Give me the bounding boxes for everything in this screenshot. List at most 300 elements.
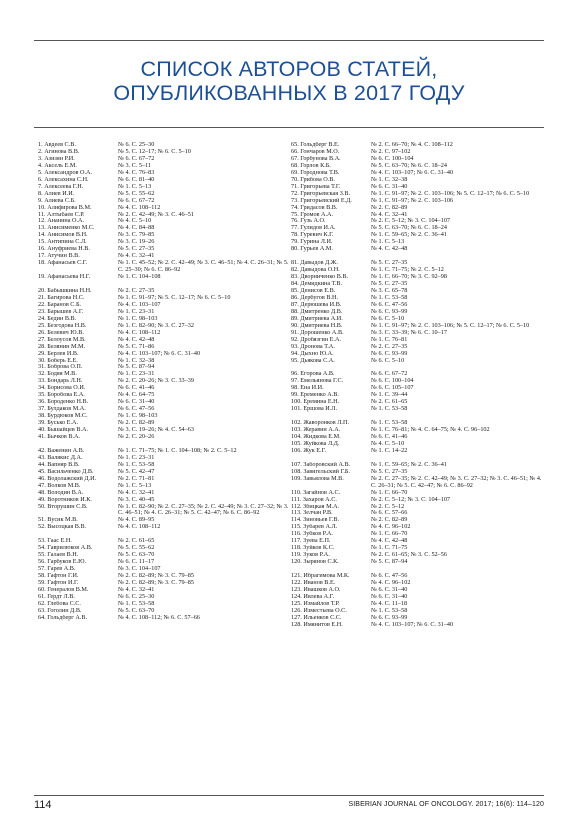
author-references: № 4. С. 89–95 xyxy=(118,516,155,524)
author-name: 40. Бышайцев В.А. xyxy=(38,427,89,434)
author-name: 49. Воротников И.К. xyxy=(38,496,92,503)
author-references: № 6. С. 41–46 xyxy=(371,432,408,440)
author-references: № 4. С. 108–112 xyxy=(118,328,161,336)
author-name: 119. Зуков Р.А. xyxy=(291,552,330,559)
author-entry xyxy=(38,469,293,476)
author-name: 32. Бодяя М.В. xyxy=(38,371,77,378)
author-entry xyxy=(291,622,546,629)
author-name: 58. Гафтон Г.И. xyxy=(38,573,79,580)
author-entry xyxy=(291,170,546,177)
author-name: 117. Зуева Е.П. xyxy=(291,538,331,545)
author-references: № 2. С. 5–12 xyxy=(371,502,405,510)
author-entry xyxy=(291,538,546,545)
group-spacer xyxy=(291,364,546,371)
author-name: 122. Иванов В.Е. xyxy=(291,579,336,586)
author-name: 82. Давыдова О.Н. xyxy=(291,267,340,274)
author-references: № 6. С. 47–56 xyxy=(371,572,408,580)
author-references: № 4. С. 108–112 xyxy=(118,203,161,211)
author-references: № 4. С. 5–10 xyxy=(118,217,152,225)
author-entry xyxy=(291,344,546,351)
author-references: № 2. С. 97–102 xyxy=(371,147,411,155)
author-name: 12. Ананина О.А. xyxy=(38,218,85,225)
author-name: 88. Дмитренко Д.В. xyxy=(291,308,343,315)
author-references: № 6. С. 5–10 xyxy=(371,314,405,322)
author-entry xyxy=(291,497,546,504)
author-entry xyxy=(38,302,293,309)
author-name: 45. Васильченко Д.В. xyxy=(38,468,94,475)
author-entry xyxy=(38,358,293,365)
author-name: 77. Гулидов И.А. xyxy=(291,225,336,232)
author-name: 2. Агинова В.В. xyxy=(38,148,80,155)
author-name: 1. Авдеев С.В. xyxy=(38,142,76,148)
author-name: 59. Гафтон И.Г. xyxy=(38,580,79,586)
author-name: 78. Гуревич К.Г. xyxy=(291,232,334,239)
author-name: 98. Ена И.И. xyxy=(291,385,324,392)
author-name: 65. Гольдберг В.Е. xyxy=(291,142,340,148)
author-entry xyxy=(38,364,293,371)
author-references: № 5. С. 27–35 xyxy=(118,245,155,253)
author-entry xyxy=(291,378,546,385)
page-number: 114 xyxy=(34,799,52,811)
author-references: № 1. С. 66–70 xyxy=(371,488,408,496)
author-references: № 5. С. 55–62 xyxy=(118,189,155,197)
author-name: 116. Зубков Р.А. xyxy=(291,531,333,538)
author-entry xyxy=(291,462,546,469)
group-spacer xyxy=(291,566,546,573)
author-name: 52. Высоцкая В.В. xyxy=(38,524,87,531)
author-entry xyxy=(38,399,293,406)
author-references: № 2. С. 61–65 xyxy=(118,537,155,545)
author-entry xyxy=(38,524,293,531)
author-entry xyxy=(291,371,546,378)
author-references: № 6. С. 25–30 xyxy=(118,141,155,148)
author-name: 128. Имянитов Е.Н. xyxy=(291,621,343,628)
author-entry xyxy=(38,212,293,219)
author-references: № 2. С. 82–89 xyxy=(371,203,408,211)
author-entry xyxy=(291,205,546,212)
author-name: 89. Дмитриева А.И. xyxy=(291,315,343,322)
author-references: № 5. С. 42–47 xyxy=(118,467,155,475)
footer-rule xyxy=(34,795,544,796)
author-references: № 2. С. 82–89 xyxy=(118,419,155,427)
author-references: № 4. С. 96–102 xyxy=(371,578,411,586)
author-references: № 1. С. 91–97; № 2. С. 103–106 xyxy=(371,196,454,204)
author-references: № 4. С. 108–112; № 6. С. 57–66 xyxy=(118,613,200,621)
author-references: № 1. С. 53–58 xyxy=(371,405,408,413)
author-entry xyxy=(38,448,293,455)
author-references: № 4. С. 76–83 xyxy=(118,168,155,176)
author-entry xyxy=(291,531,546,538)
author-entry xyxy=(291,427,546,434)
author-references: № 1. С. 59–65; № 2. С. 36–41 xyxy=(371,460,447,468)
author-references: № 3. С. 5–11 xyxy=(118,161,152,169)
author-entry xyxy=(38,615,293,622)
author-name: 84. Демидкина Т.В. xyxy=(291,281,343,288)
author-name: 115. Зубарев А.Л. xyxy=(291,524,338,531)
author-entry xyxy=(38,239,293,246)
author-name: 31. Боброва О.П. xyxy=(38,364,83,371)
author-name: 6. Алексахина С.Н. xyxy=(38,176,89,183)
author-name: 80. Гурьев А.М. xyxy=(291,246,333,253)
author-references: № 4. С. 5–10 xyxy=(371,439,405,447)
author-references: № 4. С. 11–18 xyxy=(371,599,408,607)
author-entry xyxy=(291,441,546,448)
author-entry xyxy=(38,198,293,205)
author-name: 46. Водолажский Д.И. xyxy=(38,475,97,482)
author-references: № 1. С. 53–58 xyxy=(371,419,408,427)
author-entry xyxy=(291,239,546,246)
author-name: 73. Григорьевский Е.Д. xyxy=(291,197,352,204)
author-name: 3. Азизян Р.И. xyxy=(38,155,75,162)
author-references: № 4. С. 42–48 xyxy=(118,335,155,343)
author-references: № 2. С. 61–65 xyxy=(371,398,408,406)
author-entry xyxy=(291,517,546,524)
author-entry xyxy=(38,378,293,385)
author-references: № 2. С. 61–65; № 3. С. 52–56 xyxy=(371,551,447,559)
author-name: 17. Атучин В.В. xyxy=(38,253,80,260)
author-name: 123. Ивашков А.О. xyxy=(291,586,341,593)
author-name: 19. Афанасьева Н.Г. xyxy=(38,274,91,281)
author-references: № 6. С. 67–72 xyxy=(118,196,155,204)
author-references: № 2. С. 42–49; № 3. С. 46–51 xyxy=(118,210,194,218)
author-name: 20. Бабышкина Н.Н. xyxy=(38,288,92,294)
author-name: 16. Ануфриева Н.В. xyxy=(38,246,90,253)
author-entry xyxy=(291,358,546,365)
author-name: 4. Аксель Е.М. xyxy=(38,162,77,169)
author-name: 92. Дробязгин Е.А. xyxy=(291,336,342,343)
title-underline xyxy=(34,127,544,128)
author-name: 126. Изместьева О.С. xyxy=(291,607,347,614)
author-entry xyxy=(38,594,293,601)
author-name: 114. Зиновьев Г.В. xyxy=(291,517,340,524)
author-references: № 6. С. 25–30 xyxy=(118,592,155,600)
author-name: 74. Гридасов В.В. xyxy=(291,204,338,211)
group-spacer xyxy=(38,531,293,538)
author-name: 28. Белянин М.М. xyxy=(38,343,86,350)
author-entry xyxy=(38,559,293,566)
author-entry xyxy=(38,483,293,490)
author-references: № 6. С. 93–99 xyxy=(371,307,408,315)
author-entry xyxy=(38,476,293,483)
author-references: № 4. С. 64–75 xyxy=(118,391,155,399)
author-name: 68. Горлов К.Б. xyxy=(291,162,331,169)
author-name: 64. Гольдберг А.В. xyxy=(38,614,88,621)
author-entry xyxy=(38,580,293,587)
author-references: № 4. С. 103–107 xyxy=(118,300,161,308)
author-name: 25. Безгодова Н.В. xyxy=(38,322,87,329)
author-entry xyxy=(291,510,546,517)
author-name: 91. Дорошенко А.В. xyxy=(291,329,344,336)
author-entry xyxy=(291,274,546,281)
author-references: № 4. С. 42–48 xyxy=(371,245,408,253)
author-references: № 2. С. 5–12; № 3. С. 104–107 xyxy=(371,217,451,225)
author-name: 72. Григорьевская З.В. xyxy=(291,190,351,197)
author-references: № 2. С. 82–89 xyxy=(371,516,408,524)
author-name: 30. Боберь Е.Е. xyxy=(38,357,78,364)
author-name: 83. Дворниченко В.В. xyxy=(291,274,349,281)
author-references: № 6. С. 93–99 xyxy=(371,349,408,357)
author-name: 103. Жеравин А.А. xyxy=(291,427,341,434)
author-entry xyxy=(38,427,293,434)
author-name: 94. Дыхно Ю.А. xyxy=(291,350,334,357)
author-entry xyxy=(38,385,293,392)
author-entry xyxy=(291,504,546,511)
author-references: № 6. С. 31–40 xyxy=(371,592,408,600)
author-name: 121. Ибрагимова М.К. xyxy=(291,573,350,580)
author-entry xyxy=(291,288,546,295)
author-entry xyxy=(38,274,293,281)
author-name: 26. Белевич Ю.В. xyxy=(38,329,84,336)
author-name: 44. Вапняр В.В. xyxy=(38,461,80,468)
author-entry xyxy=(38,455,293,462)
author-references: № 6. С. 100–104 xyxy=(371,154,414,162)
author-references: № 6. С. 81–40 xyxy=(118,175,155,183)
author-references: № 1. С. 82–90; № 3. С. 27–32 xyxy=(118,321,194,329)
author-references: № 1. С. 71–75; № 2. С. 5–12 xyxy=(371,266,444,274)
author-references: № 1. С. 71–75; № 1. С. 104–108; № 2. С. 5–12 xyxy=(118,446,237,454)
author-references: № 6. С. 11–17 xyxy=(118,558,155,566)
author-name: 75. Громов А.А. xyxy=(291,211,334,218)
author-entry xyxy=(38,246,293,253)
author-references: № 4. С. 42–48 xyxy=(371,537,408,545)
author-references: № 4. С. 32–41 xyxy=(118,585,155,593)
author-references: № 1. С. 66–70; № 3. С. 92–98 xyxy=(371,273,447,281)
author-references: № 4. С. 84–88 xyxy=(118,224,155,232)
author-entry xyxy=(291,601,546,608)
author-references: № 1. С. 98–103 xyxy=(118,314,158,322)
author-references: № 2. С. 27–35; № 2. С. 42–49; № 3. С. 27–32; № 3. С. 46–51; № 4. С. 26–31; № 5. С. 42–47; № 6. С. 86–92 xyxy=(371,474,542,489)
author-name: 81. Давыдов Д.Ж. xyxy=(291,260,338,267)
author-references: № 1. С. 76–81; № 4. С. 64–75; № 4. С. 96–102 xyxy=(371,426,490,434)
author-references: № 5. С. 55–62 xyxy=(118,544,155,552)
author-entry xyxy=(38,545,293,552)
author-entry xyxy=(291,580,546,587)
author-references: № 4. С. 32–41 xyxy=(371,210,408,218)
author-references: № 1. С. 59–65; № 2. С. 36–41 xyxy=(371,231,447,239)
author-references: № 1. С. 5–13 xyxy=(371,238,405,246)
author-name: 63. Гоголин Д.В. xyxy=(38,607,82,614)
author-references: № 1. С. 5–13 xyxy=(118,481,152,489)
author-entry xyxy=(291,177,546,184)
author-entry xyxy=(38,330,293,337)
author-name: 93. Дронова Т.А. xyxy=(291,343,335,350)
author-entry xyxy=(38,163,293,170)
author-references: № 1. С. 53–58 xyxy=(371,293,408,301)
author-references: № 2. С. 82–89; № 3. С. 79–85 xyxy=(118,572,194,580)
author-references: № 1. С. 23–31 xyxy=(118,370,155,378)
author-entry xyxy=(38,184,293,191)
author-name: 37. Булдаков М.А. xyxy=(38,406,86,413)
author-name: 106. Жук Е.Г. xyxy=(291,447,327,454)
author-name: 56. Гарбуков Е.Ю. xyxy=(38,559,87,566)
author-references: № 5. С. 63–70 xyxy=(118,606,155,614)
author-entry xyxy=(291,587,546,594)
author-name: 38. Бурдюков М.С. xyxy=(38,413,88,420)
author-name: 41. Бычков В.А. xyxy=(38,434,81,441)
author-references: № 1. С. 32–38 xyxy=(371,175,408,183)
author-entry xyxy=(291,309,546,316)
author-references: № 4. С. 32–41 xyxy=(118,488,155,496)
author-references: № 1. С. 91–97; № 5. С. 12–17; № 6. С. 5–10 xyxy=(118,293,231,301)
author-name: 70. Грибова О.В. xyxy=(291,176,335,183)
author-references: № 6. С. 67–72 xyxy=(118,154,155,162)
author-name: 9. Алиева С.Б. xyxy=(38,197,76,204)
author-name: 22. Баранов С.Б. xyxy=(38,301,82,308)
author-name: 79. Гурина Л.И. xyxy=(291,239,333,246)
author-references: № 3. С. 19–26 xyxy=(118,238,155,246)
author-name: 109. Завьялова М.В. xyxy=(291,475,344,482)
author-entry xyxy=(291,608,546,615)
author-entry xyxy=(291,337,546,344)
author-references: № 5. С. 27–35 xyxy=(371,280,408,288)
author-name: 61. Гердт Л.В. xyxy=(38,593,75,600)
author-entry xyxy=(38,225,293,232)
author-name: 71. Григорьева Т.Г. xyxy=(291,183,341,190)
author-name: 47. Волков М.В. xyxy=(38,482,81,489)
author-entry xyxy=(291,302,546,309)
author-entry xyxy=(291,385,546,392)
author-name: 36. Бороденко Н.В. xyxy=(38,399,89,406)
author-entry xyxy=(291,573,546,580)
author-name: 42. Важенин А.В. xyxy=(38,447,85,454)
author-name: 23. Барышев А.Г. xyxy=(38,308,84,315)
author-name: 29. Берлев И.В. xyxy=(38,350,79,357)
author-entry xyxy=(38,337,293,344)
author-name: 7. Алексеева Г.Н. xyxy=(38,183,84,190)
author-list-right-column xyxy=(291,142,546,629)
author-name: 120. Зырянов С.К. xyxy=(291,559,339,566)
author-name: 43. Валякис Д.А. xyxy=(38,454,83,461)
author-references: № 5. С. 27–35 xyxy=(371,259,408,267)
author-references: № 5. С. 71–86 xyxy=(118,342,155,350)
author-name: 53. Гаас Е.Н. xyxy=(38,538,72,545)
author-name: 113. Зелчан Р.В. xyxy=(291,510,333,517)
author-references: № 6. С. 105–107 xyxy=(371,384,414,392)
author-entry xyxy=(291,392,546,399)
author-name: 90. Дмитриева Н.В. xyxy=(291,322,343,329)
author-references: № 2. С. 27–35 xyxy=(118,287,155,294)
author-references: № 4. С. 103–107; № 6. С. 31–40 xyxy=(118,349,201,357)
author-entry xyxy=(291,330,546,337)
page-title xyxy=(34,57,544,105)
author-entry xyxy=(38,191,293,198)
author-references: № 6. С. 47–56 xyxy=(118,405,155,413)
author-name: 127. Ильенков С.С. xyxy=(291,614,342,621)
author-references: № 4. С. 96–102 xyxy=(371,523,411,531)
author-entry xyxy=(38,156,293,163)
author-entry xyxy=(38,552,293,559)
author-name: 62. Глебова С.С. xyxy=(38,600,81,607)
author-entry xyxy=(38,170,293,177)
author-references: № 1. С. 14–22 xyxy=(371,446,408,454)
author-references: № 2. С. 66–70; № 4. С. 108–112 xyxy=(371,141,453,148)
author-name: 95. Дьякова С.А. xyxy=(291,357,335,364)
author-references: № 1. С. 45–52; № 2. С. 42–49; № 3. С. 46–51; № 4. С. 26–31; № 5. С. 25–30; № 6. С. 86–92 xyxy=(118,259,289,274)
author-references: № 5. С. 27–35 xyxy=(371,467,408,475)
author-references: № 5. С. 12–17; № 6. С. 5–10 xyxy=(118,147,191,155)
author-references: № 1. С. 53–58 xyxy=(118,599,155,607)
author-entry xyxy=(291,351,546,358)
author-name: 69. Городнова Т.В. xyxy=(291,169,340,176)
author-name: 21. Багирова Н.С. xyxy=(38,294,85,301)
author-references: № 1. С. 104–108 xyxy=(118,273,161,281)
header-rule xyxy=(34,40,544,41)
author-references: № 6. С. 5–10 xyxy=(371,356,405,364)
author-references: № 1. С. 91–97; № 2. С. 103–106; № 5. С. 12–17; № 6. С. 5–10 xyxy=(371,189,530,197)
author-name: 86. Дербугов В.Н. xyxy=(291,294,339,301)
author-name: 50. Вторушин С.В. xyxy=(38,503,88,510)
author-references: № 1. С. 53–58 xyxy=(371,606,408,614)
author-name: 101. Ершова И.Л. xyxy=(291,406,337,413)
author-references: № 6. С. 93–99 xyxy=(371,613,408,621)
author-references: № 4. С. 103–107; № 6. С. 31–40 xyxy=(371,620,454,628)
author-references: № 6. С. 47–56 xyxy=(371,300,408,308)
author-references: № 3. С. 65–78 xyxy=(371,287,408,294)
author-entry xyxy=(38,538,293,545)
author-references: № 6. С. 57–66 xyxy=(371,509,408,517)
author-name: 35. Боробова Е.А. xyxy=(38,392,85,399)
author-entry xyxy=(291,198,546,205)
author-entry xyxy=(291,448,546,455)
author-entry xyxy=(38,413,293,420)
author-name: 102. Жаворонков Л.П. xyxy=(291,420,349,427)
author-name: 96. Егорова А.В. xyxy=(291,371,335,378)
author-references: № 1. С. 98–103 xyxy=(118,412,158,420)
author-references: № 1. С. 5–13 xyxy=(118,182,152,190)
group-spacer xyxy=(291,413,546,420)
author-entry xyxy=(38,392,293,399)
author-entry xyxy=(291,149,546,156)
author-references: № 1. С. 53–58 xyxy=(118,460,155,468)
author-references: № 5. С. 63–70 xyxy=(118,551,155,559)
title-line-2: ОПУБЛИКОВАННЫХ В 2017 ГОДУ xyxy=(113,81,465,105)
author-name: 48. Володин В.А. xyxy=(38,489,84,496)
author-references: № 2. С. 20–26 xyxy=(118,433,155,441)
author-entry xyxy=(38,309,293,316)
author-entry xyxy=(291,232,546,239)
author-entry xyxy=(291,594,546,601)
author-references: № 1. С. 39–44 xyxy=(371,391,408,399)
author-name: 112. Збицкая М.А. xyxy=(291,503,340,510)
author-entry xyxy=(38,232,293,239)
author-entry xyxy=(38,260,293,274)
author-name: 67. Горбунова В.А. xyxy=(291,155,341,162)
author-references: № 5. С. 63–70; № 6. С. 18–24 xyxy=(371,161,447,169)
author-name: 51. Вусик М.В. xyxy=(38,517,78,524)
author-entry xyxy=(38,601,293,608)
author-name: 27. Белоусов М.В. xyxy=(38,336,86,343)
author-references: № 1. С. 76–81 xyxy=(371,335,408,343)
author-name: 10. Алифирова В.М. xyxy=(38,204,92,211)
author-name: 13. Анисименко М.С. xyxy=(38,225,95,232)
author-name: 5. Александров О.А. xyxy=(38,169,93,176)
author-entry xyxy=(38,149,293,156)
author-entry xyxy=(291,406,546,413)
author-name: 100. Еремина Е.Н. xyxy=(291,399,340,406)
author-references: № 1. С. 71–75 xyxy=(371,544,408,552)
author-entry xyxy=(38,462,293,469)
author-references: № 6. С. 31–40 xyxy=(371,585,408,593)
author-name: 118. Зуйков К.С. xyxy=(291,545,335,552)
author-entry xyxy=(38,504,293,518)
author-references: № 3. С. 79–85 xyxy=(118,231,155,239)
author-entry xyxy=(291,246,546,253)
author-name: 60. Генералов В.М. xyxy=(38,586,89,593)
author-name: 87. Дерюшева И.В. xyxy=(291,301,342,308)
author-references: № 2. С. 27–35 xyxy=(371,342,408,350)
author-references: № 6. С. 67–72 xyxy=(371,370,408,378)
author-references: № 2. С. 20–26; № 3. С. 33–39 xyxy=(118,377,194,385)
